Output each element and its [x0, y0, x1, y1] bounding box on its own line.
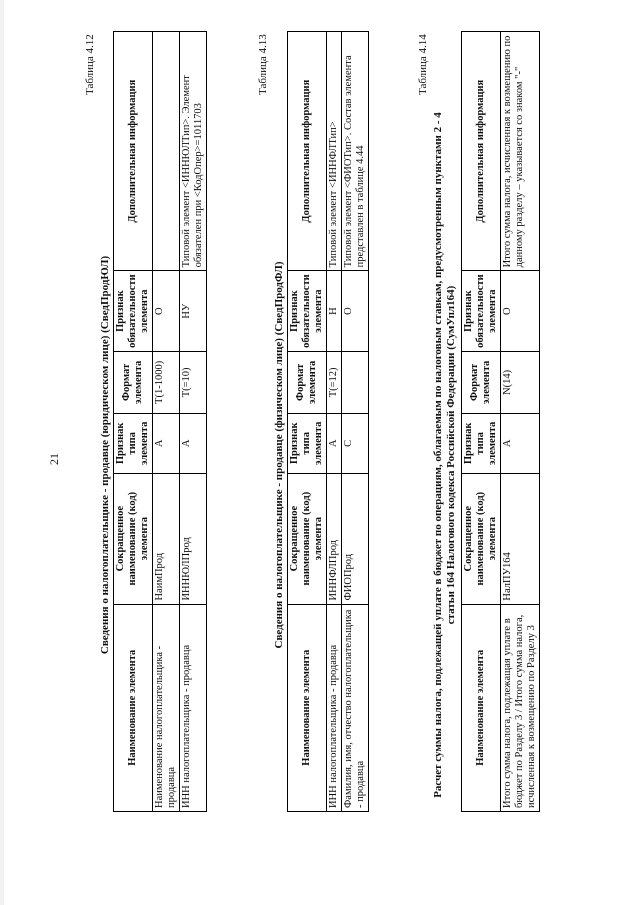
cell-type: A — [153, 413, 180, 473]
cell-info — [153, 32, 180, 271]
cell-type: A — [501, 413, 540, 473]
table-row — [153, 32, 180, 812]
cell-name: ИНН налогоплательщика - продавца — [180, 604, 207, 811]
cell-type: A — [180, 413, 207, 473]
cell-required: НУ — [180, 271, 207, 352]
cell-required: O — [342, 271, 369, 352]
cell-info: Итого сумма налога, исчисленная к возмещению по данному разделу – указывается со знаком "-" — [501, 32, 540, 271]
cell-format: T(=10) — [180, 351, 207, 413]
header-cell: Формат элемента — [288, 351, 327, 413]
cell-name: Наименование налогоплательщика - продавца — [153, 604, 180, 811]
header-cell: Сокращенное наименование (код) элемента — [114, 473, 153, 604]
cell-format: T(1-1000) — [153, 351, 180, 413]
cell-code: НалПУ164 — [501, 473, 540, 604]
cell-code: ФИОПрод — [342, 473, 369, 604]
cell-type: A — [327, 413, 342, 473]
cell-required: O — [153, 271, 180, 352]
table-row — [501, 32, 540, 812]
header-cell: Признак обязательности элемента — [288, 271, 327, 352]
header-cell: Формат элемента — [114, 351, 153, 413]
cell-format: T(=12) — [327, 351, 342, 413]
header-cell: Наименование элемента — [462, 604, 501, 811]
cell-info: Типовой элемент <ИННЮЛТип>. Элемент обязателен при <КодОпер>=1011703 — [180, 32, 207, 271]
cell-code: ИННФЛПрод — [327, 473, 342, 604]
table-header-row — [114, 32, 153, 812]
cell-type: С — [342, 413, 369, 473]
cell-info: Типовой элемент <ФИОТип>. Состав элемента представлен в таблице 4.44 — [342, 32, 369, 271]
table-row — [180, 32, 207, 812]
cell-format: N(14) — [501, 351, 540, 413]
header-cell: Дополнительная информация — [462, 32, 501, 271]
cell-code: НаимПрод — [153, 473, 180, 604]
header-cell: Признак типа элемента — [288, 413, 327, 473]
header-cell: Наименование элемента — [288, 604, 327, 811]
header-cell: Дополнительная информация — [114, 32, 153, 271]
header-cell: Формат элемента — [462, 351, 501, 413]
header-cell: Признак типа элемента — [462, 413, 501, 473]
table-title-4-12: Сведения о налогоплательщике - продавце (юридическом лице) (СведПродЮЛ) — [99, 255, 111, 655]
table-title-4-13: Сведения о налогоплательщике - продавце (физическом лице) (СведПродФЛ) — [273, 261, 285, 649]
table-label-4-14: Таблица 4.14 — [417, 34, 429, 95]
table-row — [327, 32, 342, 812]
table-header-row — [288, 32, 327, 812]
header-cell: Наименование элемента — [114, 604, 153, 811]
cell-code: ИННЮЛПрод — [180, 473, 207, 604]
table-4-13 — [287, 31, 369, 812]
table-label-4-12: Таблица 4.12 — [84, 34, 96, 95]
header-cell: Признак обязательности элемента — [114, 271, 153, 352]
cell-name: Итого сумма налога, подлежащая уплате в бюджет по Разделу 3 / Итого сумма налога, исчисленная к возмещению по Разделу 3 — [501, 604, 540, 811]
cell-required: Н — [327, 271, 342, 352]
cell-info: Типовой элемент <ИННФЛТип> — [327, 32, 342, 271]
header-cell: Дополнительная информация — [288, 32, 327, 271]
table-4-14 — [461, 31, 540, 812]
cell-name: Фамилия, имя, отчество налогоплательщика - продавца — [342, 604, 369, 811]
header-cell: Признак типа элемента — [114, 413, 153, 473]
header-cell: Сокращенное наименование (код) элемента — [462, 473, 501, 604]
table-4-12 — [113, 31, 207, 812]
cell-name: ИНН налогоплательщика - продавца — [327, 604, 342, 811]
table-header-row — [462, 32, 501, 812]
page-number: 21 — [47, 453, 61, 465]
table-row — [342, 32, 369, 812]
cell-format — [342, 351, 369, 413]
table-title-4-14: Расчет суммы налога, подлежащей уплате в бюджет по операциям, облагаемым по налоговым ставкам, предусмотренным пунктами 2 - 4 статьи 164 Налогового кодекса Российской Федерации (СумУпл164) — [432, 112, 457, 798]
cell-required: O — [501, 271, 540, 352]
table-label-4-13: Таблица 4.13 — [257, 34, 269, 95]
header-cell: Признак обязательности элемента — [462, 271, 501, 352]
header-cell: Сокращенное наименование (код) элемента — [288, 473, 327, 604]
